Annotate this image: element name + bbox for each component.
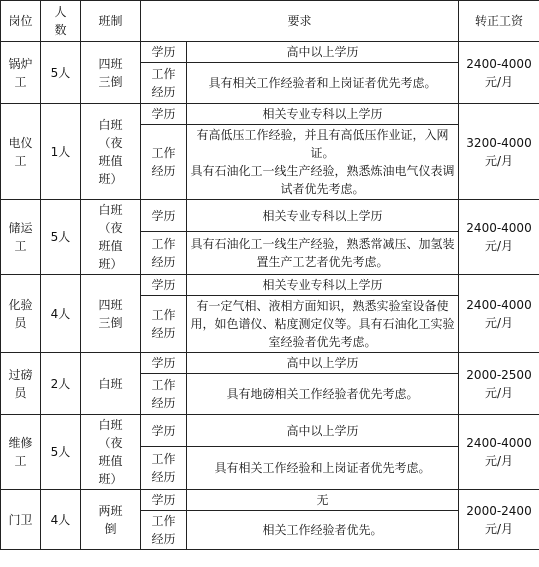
- salary-cell: 2400-4000 元/月: [459, 42, 539, 104]
- edu-label-cell: 学历: [141, 42, 187, 63]
- position-cell: 门卫: [1, 490, 41, 550]
- table-row: [1, 353, 539, 374]
- shift-cell: 白班: [81, 353, 141, 415]
- shift-cell: 四班 三倒: [81, 42, 141, 104]
- table-row: [1, 200, 539, 232]
- salary-cell: 2400-4000 元/月: [459, 275, 539, 353]
- position-cell: 储运 工: [1, 200, 41, 275]
- salary-cell: 2000-2400 元/月: [459, 490, 539, 550]
- shift-cell: 白班 （夜 班值 班）: [81, 104, 141, 200]
- header-headcount: 人 数: [41, 1, 81, 42]
- edu-cell: 高中以上学历: [187, 42, 459, 63]
- headcount-cell: 2人: [41, 353, 81, 415]
- position-cell: 电仪 工: [1, 104, 41, 200]
- exp-label-cell: 工作 经历: [141, 447, 187, 490]
- position-cell: 过磅 员: [1, 353, 41, 415]
- position-cell: 维修 工: [1, 415, 41, 490]
- exp-label-cell: 工作 经历: [141, 125, 187, 200]
- edu-cell: 无: [187, 490, 459, 511]
- headcount-cell: 5人: [41, 415, 81, 490]
- header-position: 岗位: [1, 1, 41, 42]
- salary-cell: 2000-2500 元/月: [459, 353, 539, 415]
- shift-cell: 四班 三倒: [81, 275, 141, 353]
- exp-cell: 有一定气相、液相方面知识，熟悉实验室设备使用，如色谱仪、粘度测定仪等。具有石油化工实验室经验者优先考虑。: [187, 296, 459, 353]
- exp-label-cell: 工作 经历: [141, 511, 187, 550]
- exp-cell: 具有相关工作经验者和上岗证者优先考虑。: [187, 63, 459, 104]
- edu-label-cell: 学历: [141, 353, 187, 374]
- shift-cell: 两班 倒: [81, 490, 141, 550]
- headcount-cell: 4人: [41, 490, 81, 550]
- exp-cell: 相关工作经验者优先。: [187, 511, 459, 550]
- exp-label-cell: 工作 经历: [141, 63, 187, 104]
- edu-label-cell: 学历: [141, 275, 187, 296]
- exp-label-cell: 工作 经历: [141, 296, 187, 353]
- edu-cell: 相关专业专科以上学历: [187, 200, 459, 232]
- headcount-cell: 5人: [41, 200, 81, 275]
- headcount-cell: 4人: [41, 275, 81, 353]
- edu-label-cell: 学历: [141, 200, 187, 232]
- salary-cell: 2400-4000 元/月: [459, 415, 539, 490]
- exp-cell: 具有石油化工一线生产经验，熟悉常减压、加氢装置生产工艺者优先考虑。: [187, 232, 459, 275]
- shift-cell: 白班 （夜 班值 班）: [81, 200, 141, 275]
- exp-label-cell: 工作 经历: [141, 374, 187, 415]
- exp-cell: 具有相关工作经验和上岗证者优先考虑。: [187, 447, 459, 490]
- table-row: [1, 490, 539, 511]
- header-shift: 班制: [81, 1, 141, 42]
- header-row: [1, 1, 539, 42]
- edu-label-cell: 学历: [141, 415, 187, 447]
- exp-cell: 有高低压工作经验，并且有高低压作业证，入网证。 具有石油化工一线生产经验，熟悉炼油电气仪表调试者优先考虑。: [187, 125, 459, 200]
- headcount-cell: 5人: [41, 42, 81, 104]
- header-salary: 转正工资: [459, 1, 539, 42]
- position-cell: 锅炉 工: [1, 42, 41, 104]
- shift-cell: 白班 （夜 班值 班）: [81, 415, 141, 490]
- edu-label-cell: 学历: [141, 490, 187, 511]
- edu-cell: 相关专业专科以上学历: [187, 104, 459, 125]
- table-row: [1, 415, 539, 447]
- header-requirements: 要求: [141, 1, 459, 42]
- exp-cell: 具有地磅相关工作经验者优先考虑。: [187, 374, 459, 415]
- position-cell: 化验 员: [1, 275, 41, 353]
- table-row: [1, 275, 539, 296]
- edu-cell: 相关专业专科以上学历: [187, 275, 459, 296]
- table-row: [1, 104, 539, 125]
- table-row: [1, 42, 539, 63]
- salary-cell: 2400-4000 元/月: [459, 200, 539, 275]
- edu-cell: 高中以上学历: [187, 353, 459, 374]
- edu-cell: 高中以上学历: [187, 415, 459, 447]
- salary-cell: 3200-4000 元/月: [459, 104, 539, 200]
- headcount-cell: 1人: [41, 104, 81, 200]
- exp-label-cell: 工作 经历: [141, 232, 187, 275]
- edu-label-cell: 学历: [141, 104, 187, 125]
